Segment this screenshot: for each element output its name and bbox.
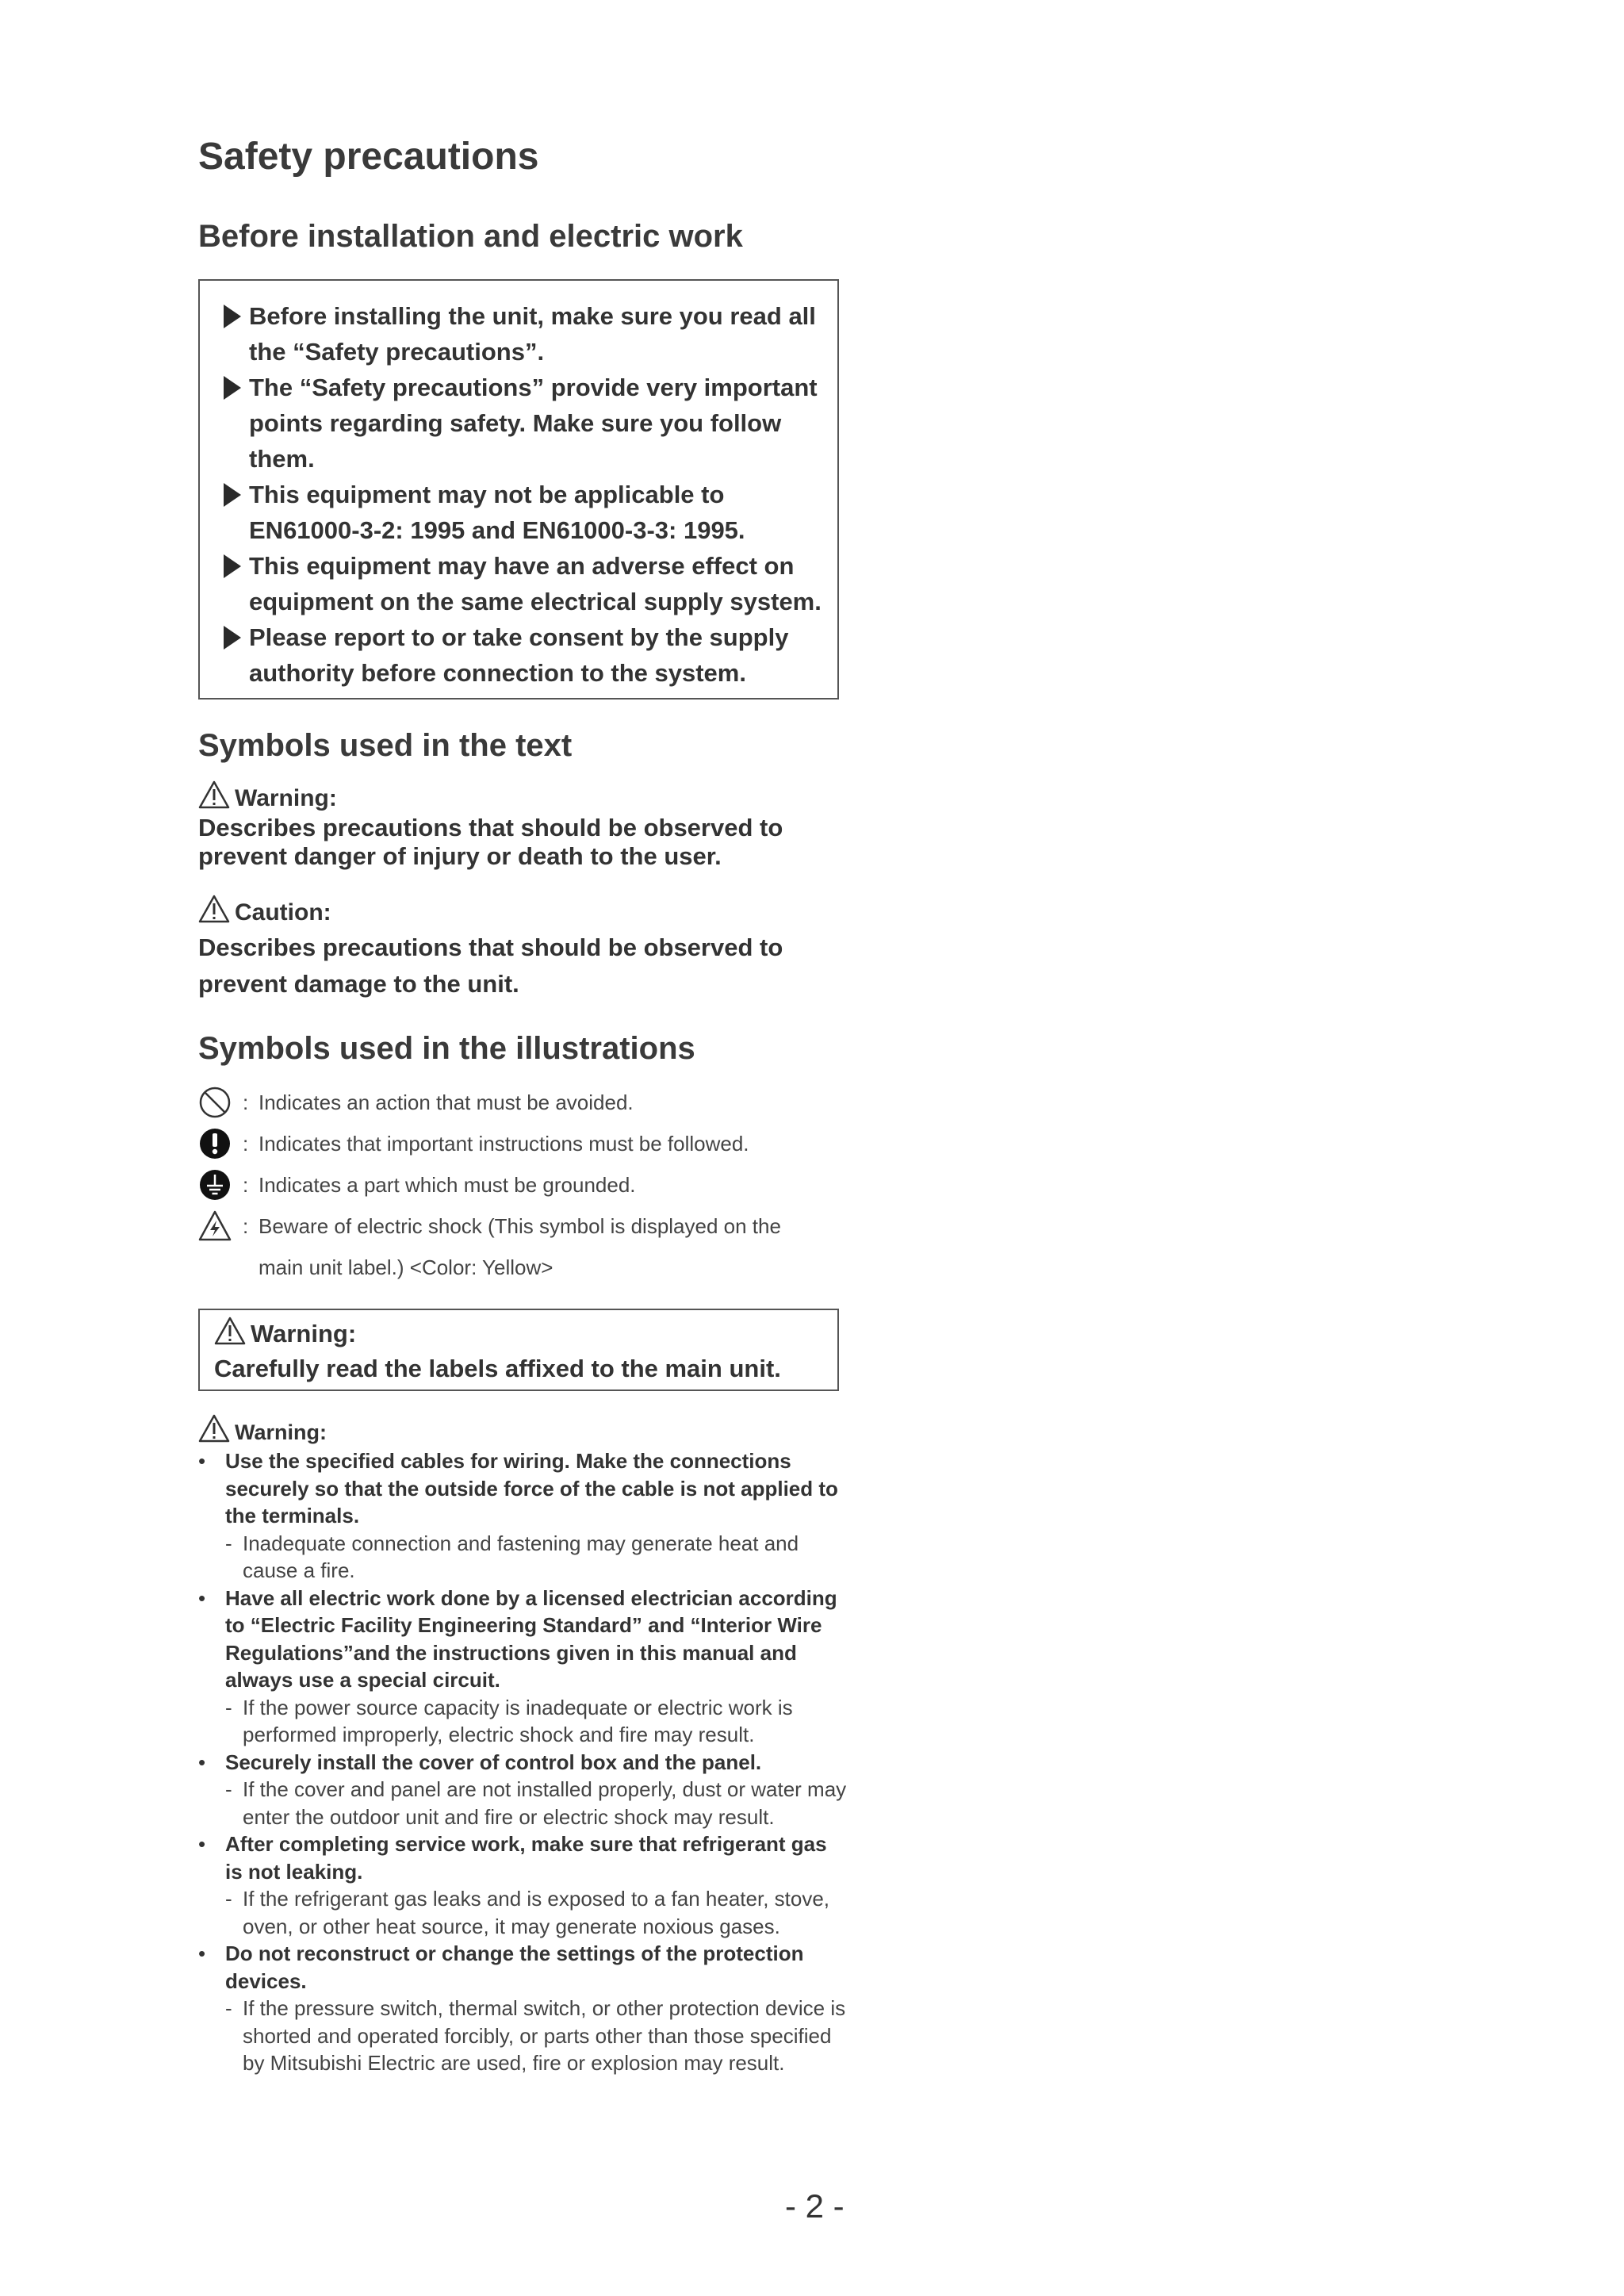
list-item: • Use the specified cables for wiring. Make the connections securely so that the outside force of the cable is not applied to the terminals. - Inadequate connection and fastening may generate heat and cause a fire.: [198, 1449, 838, 1582]
warning-box-label: Warning:: [251, 1320, 357, 1347]
intro-item: The “Safety precautions” provide very important points regarding safety. Make sure you follow them.: [220, 370, 823, 477]
document-page: Safety precautions Before installation and electric work Before installing the unit, make sure you read all the “Safety precautions”. The “Safety precautions” provide very important points regarding safety. Make sure you follow them. This equipment may not be applicable to EN61000-3-2: 1995 and EN61000-3-3: 1995. This equipment may have an adverse effect on equipment on the same electrical supply system. Please report to or take consent by the supply authority before connection to the system. Symbols used in the text Warning: Describes precautions that should be observed to prevent danger of injury or death to the user. Caution: Describes precautions that should be observed to prevent damage to the unit. Symbols used in the illustrations : Indicates an action that must be avoided. : Indicates that important instructions must be followed. : Indicates a part which must be grounded. : Beware of electric shock (This symbol is displayed on the main unit label.) <Color: Yellow> Warning: Carefully read the labels affixed to the main unit. Warning: • Use the specified cables for wiring. Make the connections securely so that the outside force of the cable is not applied to the terminals. - Inadequate connection and fastening may generate heat and cause a fire. • Have all electric work done by a licensed electrician according to “Electric Facility Engineering Standard” and “Interior Wire Regulations”and the instructions given in this manual and always use a special circuit. - If the power source capacity is inadequate or electric work is performed improperly, electric shock and fire may result. • Securely install the cover of control box and the panel. - If the cover and panel are not installed properly, dust or water may enter the outdoor unit and fire or electric shock may result. • After completing service work, make sure that refrigerant gas is not leaking. - If the refrigerant gas leaks and is exposed to a fan heater, stove, oven, or other heat source, it may generate noxious gases. • Do not reconstruct or change the settings of the protection devices. - If the pressure switch, thermal switch, or other protection device is shorted and operated forcibly, or parts other than those specified by Mitsubishi Electric are used, fire or explosion may result. - 2 -: [0, 0, 1624, 2296]
warnings-list: [198, 1414, 848, 2077]
warning-triangle-icon: [214, 1317, 246, 1345]
warning-triangle-icon: [198, 1414, 230, 1443]
section-heading-symbols-text: Symbols used in the text: [198, 728, 573, 763]
prohibited-icon: [198, 1086, 232, 1119]
list-item: • Have all electric work done by a licensed electrician according to “Electric Facility Engineering Standard” and “Interior Wire Regulations”and the instructions given in this manual and always use a special circuit. - If the power source capacity is inadequate or electric work is performed improperly, electric shock and fire may result.: [198, 1585, 837, 1746]
warning-symbol-label: Warning:: [198, 780, 337, 812]
triangle-bullet-icon: [224, 376, 241, 400]
caution-symbol-description: Describes precautions that should be observed to prevent damage to the unit.: [198, 933, 783, 998]
warning-box-text: Carefully read the labels affixed to the main unit.: [214, 1355, 781, 1382]
triangle-bullet-icon: [224, 554, 241, 578]
triangle-bullet-icon: [224, 483, 241, 507]
caution-triangle-icon: [198, 895, 230, 923]
electric-shock-icon: [198, 1209, 232, 1243]
ground-icon: [198, 1168, 232, 1202]
list-item: • After completing service work, make sure that refrigerant gas is not leaking. - If the refrigerant gas leaks and is exposed to a fan heater, stove, oven, or other heat source, it may generate noxious gases.: [198, 1832, 830, 1938]
triangle-bullet-icon: [224, 305, 241, 328]
section-heading-symbols-illustrations: Symbols used in the illustrations: [198, 1031, 695, 1066]
intro-item: This equipment may not be applicable to EN61000-3-2: 1995 and EN61000-3-3: 1995.: [220, 477, 823, 548]
caution-symbol-label: Caution:: [198, 895, 331, 926]
page-title: Safety precautions: [198, 136, 539, 178]
exclamation-icon: [198, 1127, 232, 1160]
list-item: • Securely install the cover of control box and the panel. - If the cover and panel are not installed properly, dust or water may enter the outdoor unit and fire or electric shock may result.: [198, 1750, 847, 1829]
page-number: - 2 -: [785, 2187, 845, 2225]
intro-item: Before installing the unit, make sure you read all the “Safety precautions”.: [220, 298, 823, 370]
intro-notice-box: [198, 279, 839, 700]
section-heading-before-installation: Before installation and electric work: [198, 219, 743, 254]
intro-item: This equipment may have an adverse effect on equipment on the same electrical supply system.: [220, 548, 823, 619]
warning-triangle-icon: [198, 780, 230, 809]
labels-warning-box: [198, 1309, 839, 1391]
list-item: • Do not reconstruct or change the settings of the protection devices. - If the pressure switch, thermal switch, or other protection device is shorted and operated forcibly, or parts other than those specified by Mitsubishi Electric are used, fire or explosion may result.: [198, 1941, 846, 2075]
intro-item: Please report to or take consent by the supply authority before connection to the system.: [220, 619, 823, 691]
triangle-bullet-icon: [224, 626, 241, 650]
warning-symbol-description: Describes precautions that should be observed to prevent danger of injury or death to the user.: [198, 814, 783, 870]
warnings-list-label: Warning:: [198, 1414, 848, 1446]
